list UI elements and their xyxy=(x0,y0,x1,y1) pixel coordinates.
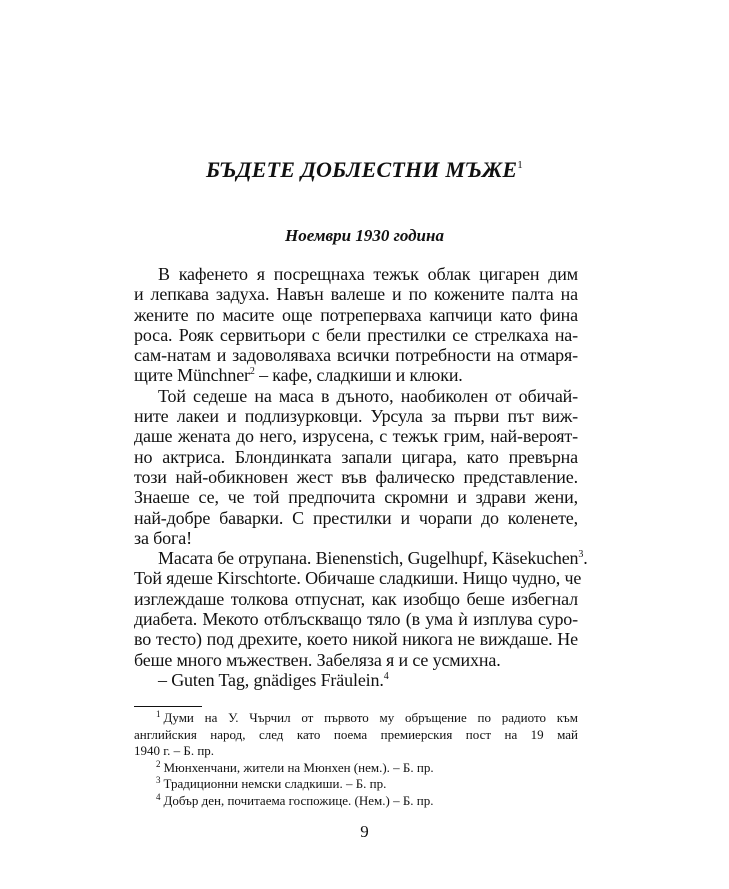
footnote-text: Традиционни немски сладкиши. – Б. пр. xyxy=(163,776,387,792)
text-line: даше жената до него, изрусена, с тежък грим, най-вероят- xyxy=(134,426,578,447)
footnote-ref: 4 xyxy=(383,670,389,682)
text-fragment: . xyxy=(583,548,588,569)
text-line: беше много мъжествен. Забеляза я и се усмихна. xyxy=(134,649,501,670)
text-line: В кафенето я посрещнаха тежък облак цигарен дим xyxy=(158,264,578,284)
text-line: во тесто) под дрехите, което никой никога не виждаше. Не xyxy=(134,629,578,650)
text-line: роса. Рояк сервитьори с бели престилки се стрелкаха на- xyxy=(134,324,578,345)
text-line: Той седеше на маса в дъното, наобиколен от обичай- xyxy=(158,385,578,406)
text-fragment: щите Münchner xyxy=(134,365,250,386)
page-number: 9 xyxy=(360,822,369,841)
body-text xyxy=(134,264,588,690)
footnote-line xyxy=(134,760,578,777)
text-line: Той ядеше Kirschtorte. Обичаше сладкиши. Нищо чудно, че xyxy=(134,568,582,589)
text-fragment: Масата бе отрупана. Bienenstich, Gugelhupf, Käsekuchen xyxy=(158,548,579,569)
chapter-title-footnote-marker: 1 xyxy=(517,159,523,171)
footnote-marker: 4 xyxy=(156,791,161,802)
text-line: сам-натам и задоволяваха всички потребности на отмаря- xyxy=(134,345,578,366)
footnote-text: Мюнхенчани, жители на Мюнхен (нем.). – Б. пр. xyxy=(163,759,434,775)
footnote-marker: 1 xyxy=(156,709,161,719)
footnote-marker: 3 xyxy=(156,775,161,786)
text-line: диабета. Мекото отблъскващо тяло (в ума ѝ изплува суро- xyxy=(134,609,578,630)
footnote-line xyxy=(134,793,578,810)
text-line: жените по масите още потреперваха капчици като фина xyxy=(134,304,578,325)
text-line: ните лакеи и подлизурковци. Урсула за първи път виж- xyxy=(134,406,578,427)
text-fragment: – Guten Tag, gnädiges Fräulein. xyxy=(158,669,384,690)
text-line: но актриса. Блондинката запали цигара, като превърна xyxy=(134,446,578,467)
text-line: за бога! xyxy=(134,527,192,548)
footnote-text: Думи на У. Чърчил от първото му обръщение по радиото към xyxy=(163,710,578,725)
text-line xyxy=(134,365,578,385)
footnote-ref: 3 xyxy=(578,549,584,561)
text-line: и лепкава задуха. Навън валеше и по кожените палта на xyxy=(134,284,578,305)
footnote-line xyxy=(134,710,578,727)
footnote-ref: 2 xyxy=(249,366,255,378)
footnote-marker: 2 xyxy=(156,758,161,769)
footnotes xyxy=(134,710,578,810)
text-line: най-добре баварки. С престилки и чорапи до коленете, xyxy=(134,507,578,528)
footnote-line xyxy=(134,776,578,793)
footnote-separator xyxy=(134,706,202,707)
chapter-date: Ноември 1930 година xyxy=(285,226,444,245)
chapter-title xyxy=(0,157,729,183)
text-line: този най-обикновен жест във фалическо представление. xyxy=(134,466,578,487)
text-line: Знаеше се, че той предпочита скромни и здрави жени, xyxy=(134,487,578,508)
footnote-text: Добър ден, почитаема госпожице. (Нем.) – Б. пр. xyxy=(163,792,434,808)
text-line xyxy=(134,548,588,569)
footnote-line: 1940 г. – Б. пр. xyxy=(134,743,215,759)
footnote-line: английския народ, след като поема премиерския пост на 19 май xyxy=(134,726,578,742)
text-line: изглеждаше толкова отпуснат, как изобщо беше избегнал xyxy=(134,588,578,609)
text-line xyxy=(134,670,578,690)
chapter-title-text: БЪДЕТЕ ДОБЛЕСТНИ МЪЖЕ xyxy=(206,157,518,182)
text-fragment: – кафе, сладкиши и клюки. xyxy=(259,365,463,386)
